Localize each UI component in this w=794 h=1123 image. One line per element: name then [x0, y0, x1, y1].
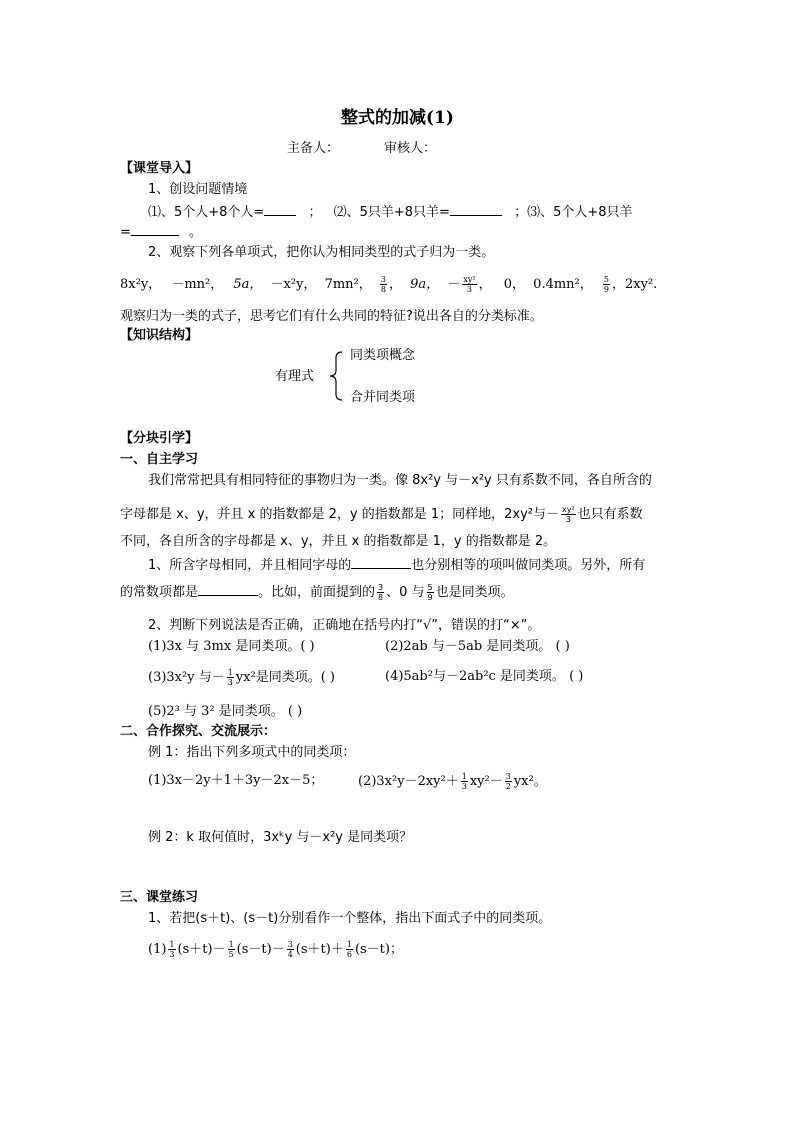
fraction: $\frac{1}{6}$: [346, 940, 352, 959]
p1-line-1: 我们常常把具有相同特征的事物归为一类。像 8x²y 与－x²y 只有系数不同，各自所含的: [148, 473, 652, 488]
judge-item-1: (1)3x 与 3mx 是同类项。( ): [148, 639, 315, 654]
monomial: 7mn²，: [324, 277, 372, 292]
answer-blank[interactable]: [351, 555, 411, 569]
expr-part: (s＋t)－: [177, 942, 226, 957]
judge-item-3: [148, 668, 335, 687]
intro-q1: ⑴、5个人+8个人=: [148, 205, 265, 220]
intro-item-1: 1、创设问题情境: [148, 182, 248, 197]
expr-part: (1): [148, 942, 167, 957]
fraction: $\frac{3}{2}$: [505, 772, 511, 791]
separator: ，: [389, 277, 403, 292]
structure-branch-2: 合并同类项: [350, 390, 416, 405]
intro-question-line: [148, 202, 633, 222]
fraction: $\frac{\text{xy²}}{3}$: [561, 505, 575, 524]
intro-q2: ⑵、5只羊+8只羊=: [333, 205, 450, 220]
p1-line-3: 不同，各自所含的字母都是 x、y，并且 x 的指数都是 1，y 的指数都是 2。: [120, 534, 557, 549]
judge-3-text: (3)3x²y 与－: [148, 670, 225, 685]
section-structure-heading: 【知识结构】: [120, 328, 199, 343]
p1-definition: [148, 555, 645, 575]
monomial: 0，: [503, 277, 526, 292]
practice-1: 1、若把(s＋t)、(s－t)分别看作一个整体，指出下面式子中的同类项。: [148, 911, 552, 926]
p1-line-2-tail: 也只有系数: [577, 507, 643, 522]
structure-root: 有理式: [275, 369, 315, 384]
example-1-title: 例 1：指出下列多项式中的同类项：: [148, 745, 356, 760]
fraction: $\frac{5}{9}$: [603, 275, 609, 294]
part-2-title: 二、合作探究、交流展示：: [120, 724, 277, 739]
constants-example: 。比如，前面提到的: [258, 585, 376, 600]
intro-q2-end: ；: [514, 205, 528, 220]
fraction: $\frac{5}{9}$: [427, 583, 433, 602]
judge-3-tail: yx²是同类项。( ): [235, 670, 335, 685]
monomial: 8x²y，: [120, 277, 162, 292]
example-1-b-mid: xy²－: [469, 774, 503, 789]
reviewer-label: 审核人：: [384, 141, 437, 156]
brace-icon: [326, 350, 348, 402]
p1-line-2-text: 字母都是 x、y，并且 x 的指数都是 2，y 的指数都是 1；同样地，2xy²与－: [120, 507, 559, 522]
intro-item-2: 2、观察下列各单项式，把你认为相同类型的式子归为一类。: [148, 245, 495, 260]
expr-part: (s－t)－: [236, 942, 285, 957]
expr-part: (s＋t)＋: [295, 942, 344, 957]
example-1-b: [358, 772, 547, 791]
section-intro-heading: 【课堂导入】: [120, 161, 199, 176]
monomial: 0.4mn²，: [533, 277, 593, 292]
constants-tail: 也是同类项。: [435, 585, 514, 600]
monomial: －x²y，: [270, 277, 317, 292]
monomial: 5a，: [233, 277, 263, 292]
fraction: $\frac{1}{3}$: [227, 668, 233, 687]
fraction: $\frac{\text{xy²}}{3}$: [463, 275, 476, 294]
minus-sign: －: [447, 277, 461, 292]
constants-mid: 、0 与: [386, 585, 425, 600]
fraction: $\frac{1}{3}$: [169, 940, 175, 959]
separator: ，2xy².: [612, 277, 658, 292]
answer-blank[interactable]: [264, 202, 296, 216]
monomial-list: [120, 271, 657, 299]
fraction: $\frac{1}{5}$: [228, 940, 234, 959]
section-guide-heading: 【分块引学】: [120, 431, 199, 446]
part-3-title: 三、课堂练习: [120, 890, 199, 905]
fraction: $\frac{3}{8}$: [378, 583, 384, 602]
fraction: $\frac{3}{8}$: [380, 275, 386, 294]
intro-observe: 观察归为一类的式子，思考它们有什么共同的特征?说出各自的分类标准。: [120, 309, 543, 324]
expr-part: (s－t)；: [354, 942, 403, 957]
example-1-b-tail: yx²。: [513, 774, 547, 789]
answer-blank[interactable]: [198, 582, 258, 596]
monomial: 9a，: [410, 277, 440, 292]
page-title: 整式的加减(1): [341, 108, 454, 128]
intro-question-line-2: [120, 222, 202, 242]
fraction: $\frac{3}{4}$: [287, 940, 293, 959]
intro-q3: ⑶、5个人+8只羊: [527, 205, 633, 220]
example-1-b-text: (2)3x²y－2xy²＋: [358, 774, 459, 789]
example-2: 例 2：k 取何值时，3xᵏy 与－x²y 是同类项？: [148, 830, 413, 845]
judge-title: 2、判断下列说法是否正确，正确地在括号内打“√”，错误的打“×”。: [148, 618, 541, 633]
definition-tail: 也分别相等的项叫做同类项。另外，所有: [411, 558, 646, 573]
answer-blank[interactable]: [131, 222, 179, 236]
definition-text: 1、所含字母相同，并且相同字母的: [148, 558, 352, 573]
intro-q3-eq: =: [120, 225, 131, 240]
intro-q1-end: ；: [308, 205, 322, 220]
structure-branch-1: 同类项概念: [350, 348, 416, 363]
intro-q3-end: 。: [189, 225, 203, 240]
part-1-title: 一、自主学习: [120, 452, 199, 467]
p1-line-2: [120, 505, 643, 524]
judge-item-5: (5)2³ 与 3² 是同类项。 ( ): [148, 704, 303, 719]
answer-blank[interactable]: [450, 202, 502, 216]
practice-1-expression: [148, 940, 403, 959]
monomial: －mn²，: [171, 277, 224, 292]
fraction: $\frac{1}{3}$: [461, 772, 467, 791]
constants-text: 的常数项都是: [120, 585, 199, 600]
example-1-a: (1)3x－2y＋1＋3y－2x－5；: [148, 773, 324, 788]
separator: ，: [478, 277, 492, 292]
judge-item-2: (2)2ab 与－5ab 是同类项。 ( ): [385, 639, 570, 654]
p1-constants: [120, 582, 514, 602]
judge-item-4: (4)5ab²与－2ab²c 是同类项。 ( ): [385, 669, 584, 684]
preparer-label: 主备人：: [287, 141, 340, 156]
